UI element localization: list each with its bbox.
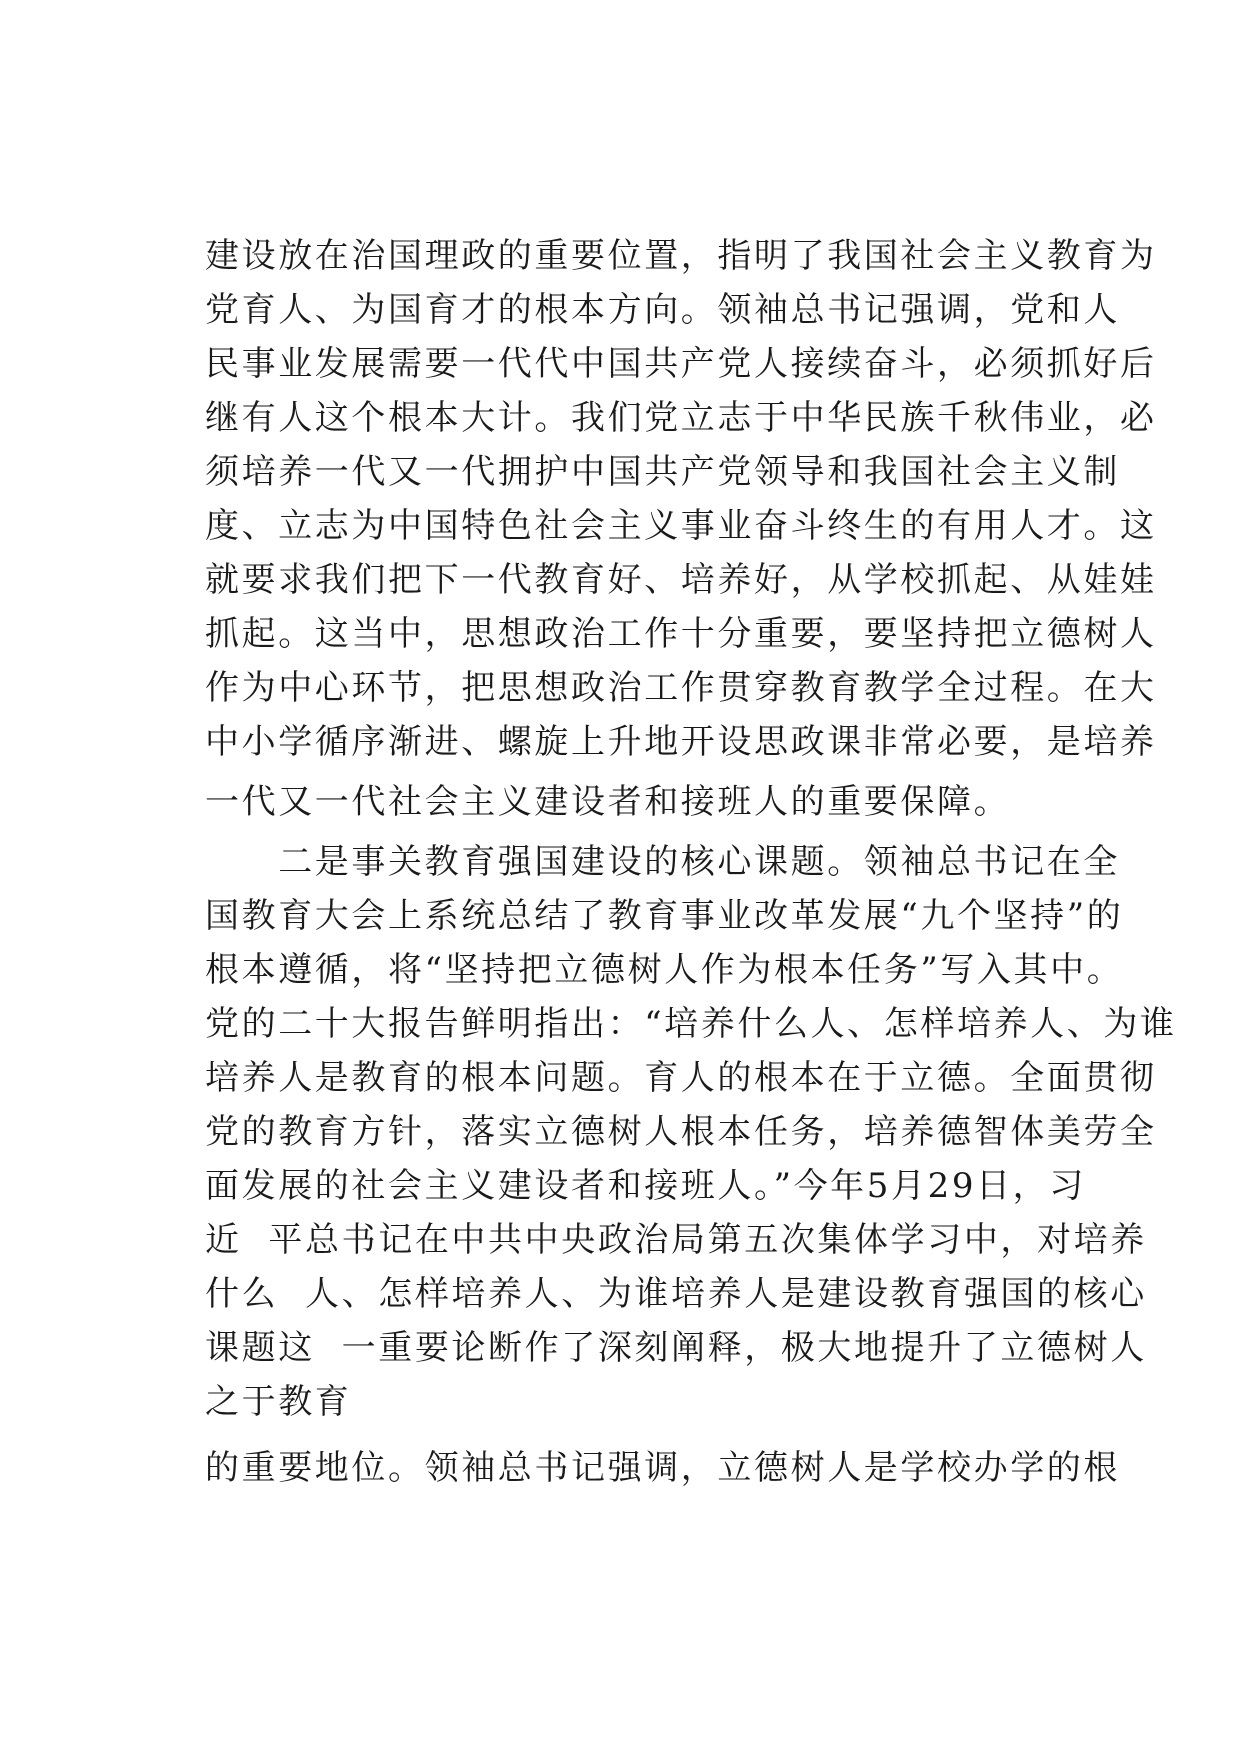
text-line: 的重要地位。领袖总书记强调，立德树人是学校办学的根 — [205, 1448, 1120, 1488]
text-line: 课题这 一重要论断作了深刻阐释，极大地提升了立德树人 — [205, 1328, 1147, 1368]
text-line: 中小学循序渐进、螺旋上升地开设思政课非常必要，是培养 — [205, 722, 1157, 762]
text-line: 作为中心环节，把思想政治工作贯穿教育教学全过程。在大 — [205, 668, 1157, 708]
text-line: 继有人这个根本大计。我们党立志于中华民族千秋伟业，必 — [205, 398, 1157, 438]
text-line: 度、立志为中国特色社会主义事业奋斗终生的有用人才。这 — [205, 506, 1157, 546]
text-line: 什么 人、怎样培养人、为谁培养人是建设教育强国的核心 — [205, 1274, 1147, 1314]
text-line: 党的二十大报告鲜明指出：“培养什么人、怎样培养人、为谁 — [205, 1004, 1177, 1044]
text-line: 一代又一代社会主义建设者和接班人的重要保障。 — [205, 782, 1011, 822]
text-line: 党育人、为国育才的根本方向。领袖总书记强调，党和人 — [205, 290, 1120, 330]
text-line: 国教育大会上系统总结了教育事业改革发展“九个坚持”的 — [205, 896, 1124, 936]
paragraph-start-line: 二是事关教育强国建设的核心课题。领袖总书记在全 — [205, 842, 1120, 882]
text-line: 之于教育 — [205, 1382, 352, 1422]
text-line: 民事业发展需要一代代中国共产党人接续奋斗，必须抓好后 — [205, 344, 1157, 384]
text-line: 抓起。这当中，思想政治工作十分重要，要坚持把立德树人 — [205, 614, 1157, 654]
text-line: 须培养一代又一代拥护中国共产党领导和我国社会主义制 — [205, 452, 1120, 492]
text-line: 面发展的社会主义建设者和接班人。”今年5月29日，习 — [205, 1166, 1086, 1206]
text-line: 党的教育方针，落实立德树人根本任务，培养德智体美劳全 — [205, 1112, 1157, 1152]
text-line: 近 平总书记在中共中央政治局第五次集体学习中，对培养 — [205, 1220, 1147, 1260]
text-line: 培养人是教育的根本问题。育人的根本在于立德。全面贯彻 — [205, 1058, 1157, 1098]
text-line: 就要求我们把下一代教育好、培养好，从学校抓起、从娃娃 — [205, 560, 1157, 600]
text-line: 建设放在治国理政的重要位置，指明了我国社会主义教育为 — [205, 236, 1157, 276]
text-line: 根本遵循，将“坚持把立德树人作为根本任务”写入其中。 — [205, 950, 1124, 990]
